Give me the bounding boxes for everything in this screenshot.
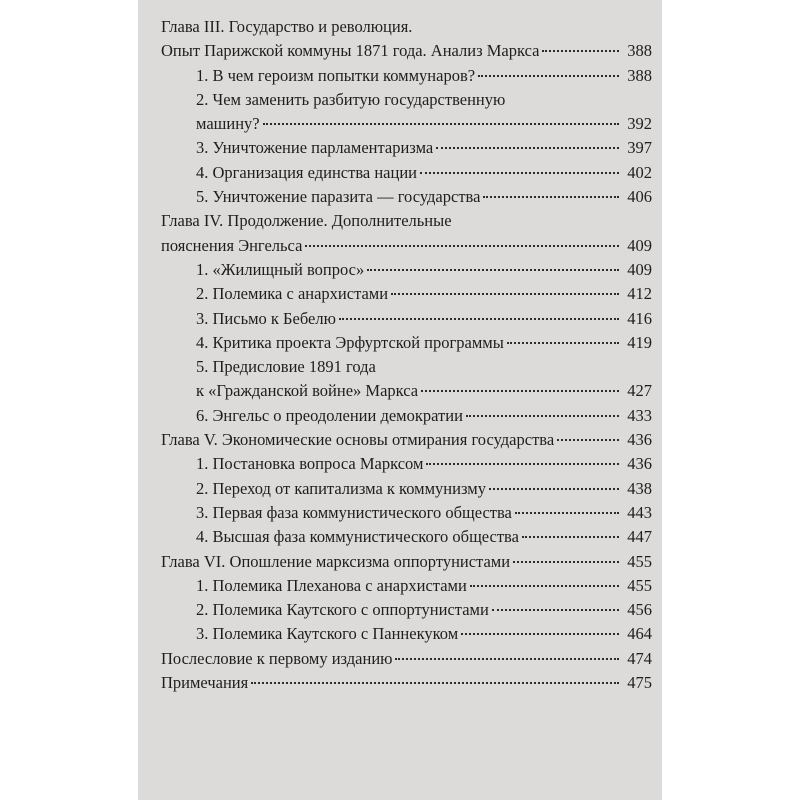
toc-line: [196, 331, 652, 355]
toc-entry-title: пояснения Энгельса: [161, 235, 303, 255]
toc-section-entry: [161, 64, 652, 88]
toc-chapter-entry: [161, 647, 652, 671]
toc-entry-title: Послесловие к первому изданию: [161, 648, 393, 668]
toc-section-entry: [161, 574, 652, 598]
toc-page-number: 443: [627, 502, 652, 522]
toc-section-entry: [161, 598, 652, 622]
toc-entry-title: 4. Критика проекта Эрфуртской программы: [196, 332, 504, 352]
toc-entry-title: 3. Письмо к Бебелю: [196, 308, 336, 328]
toc-chapter-entry: [161, 671, 652, 695]
toc-chapter-entry: [161, 209, 652, 258]
toc-page-number: 416: [627, 308, 652, 328]
dot-leader: [466, 415, 619, 417]
toc-page-number: 392: [627, 114, 652, 134]
toc-entry-title: 5. Предисловие 1891 года: [196, 357, 376, 377]
toc-page-number: 409: [627, 235, 652, 255]
toc-page-number: 475: [627, 673, 652, 693]
toc-line: [196, 477, 652, 501]
toc-page-number: 388: [627, 65, 652, 85]
toc-chapter-entry: [161, 15, 652, 39]
toc-entry-title: 4. Высшая фаза коммунистического общества: [196, 527, 519, 547]
toc-entry-title: Примечания: [161, 673, 249, 693]
toc-line: [196, 501, 652, 525]
table-of-contents: [161, 15, 652, 695]
toc-chapter-entry: [161, 39, 652, 63]
toc-entry-title: 2. Переход от капитализма к коммунизму: [196, 478, 486, 498]
toc-line: [161, 550, 652, 574]
toc-line: [196, 64, 652, 88]
toc-entry-title: 4. Организация единства нации: [196, 162, 417, 182]
toc-section-entry: [161, 622, 652, 646]
toc-line: [161, 428, 652, 452]
toc-entry-title: 5. Уничтожение паразита — государства: [196, 187, 481, 207]
toc-line: [161, 671, 652, 695]
toc-page-number: 438: [627, 478, 652, 498]
toc-line: [196, 282, 652, 306]
toc-line: [196, 598, 652, 622]
toc-line: [196, 452, 652, 476]
toc-page-number: 402: [627, 162, 652, 182]
toc-section-entry: [161, 136, 652, 160]
toc-chapter-entry: [161, 428, 652, 452]
toc-line: [196, 404, 652, 428]
toc-entry-title: машину?: [196, 114, 260, 134]
toc-section-entry: [161, 185, 652, 209]
dot-leader: [557, 439, 619, 441]
dot-leader: [339, 318, 619, 320]
toc-page-number: 455: [627, 575, 652, 595]
toc-line: [196, 88, 652, 112]
toc-line: [161, 647, 652, 671]
toc-section-entry: [161, 331, 652, 355]
dot-leader: [470, 585, 619, 587]
toc-page-number: 436: [627, 430, 652, 450]
toc-line: [161, 15, 652, 39]
toc-entry-title: 6. Энгельс о преодолении демократии: [196, 405, 463, 425]
toc-entry-title: Глава IV. Продолжение. Дополнительные: [161, 211, 452, 231]
dot-leader: [542, 50, 619, 52]
toc-entry-title: Опыт Парижской коммуны 1871 года. Анализ Маркса: [161, 41, 540, 61]
dot-leader: [367, 269, 619, 271]
toc-entry-title: 3. Уничтожение парламентаризма: [196, 138, 434, 158]
toc-entry-title: Глава VI. Опошление марксизма оппортунистами: [161, 551, 511, 571]
toc-page-number: 427: [627, 381, 652, 401]
toc-line: [196, 136, 652, 160]
toc-section-entry: [161, 161, 652, 185]
toc-section-entry: [161, 477, 652, 501]
toc-entry-title: 1. В чем героизм попытки коммунаров?: [196, 65, 476, 85]
toc-page-number: 388: [627, 41, 652, 61]
dot-leader: [391, 293, 619, 295]
toc-section-entry: [161, 452, 652, 476]
toc-section-entry: [161, 258, 652, 282]
toc-entry-title: к «Гражданской войне» Маркса: [196, 381, 419, 401]
toc-section-entry: [161, 404, 652, 428]
dot-leader: [421, 390, 619, 392]
toc-section-entry: [161, 307, 652, 331]
toc-entry-title: Глава V. Экономические основы отмирания государства: [161, 430, 555, 450]
dot-leader: [305, 245, 619, 247]
toc-entry-title: Глава III. Государство и революция.: [161, 17, 413, 36]
toc-line: [196, 258, 652, 282]
toc-line: [196, 307, 652, 331]
toc-page-number: 455: [627, 551, 652, 571]
toc-line: [196, 112, 652, 136]
toc-page-number: 447: [627, 527, 652, 547]
toc-entry-title: 1. Постановка вопроса Марксом: [196, 454, 424, 474]
dot-leader: [515, 512, 619, 514]
toc-entry-title: 3. Полемика Каутского с Паннекуком: [196, 624, 459, 644]
dot-leader: [395, 658, 619, 660]
toc-page-number: 419: [627, 332, 652, 352]
toc-section-entry: [161, 88, 652, 137]
dot-leader: [436, 147, 619, 149]
toc-line: [196, 379, 652, 403]
dot-leader: [492, 609, 619, 611]
toc-page-number: 456: [627, 600, 652, 620]
dot-leader: [420, 172, 619, 174]
dot-leader: [263, 123, 619, 125]
dot-leader: [426, 463, 619, 465]
toc-entry-title: 1. Полемика Плеханова с анархистами: [196, 575, 467, 595]
toc-entry-title: 3. Первая фаза коммунистического общества: [196, 502, 512, 522]
toc-line: [196, 525, 652, 549]
toc-page-number: 397: [627, 138, 652, 158]
dot-leader: [507, 342, 619, 344]
toc-line: [196, 161, 652, 185]
toc-line: [196, 622, 652, 646]
toc-section-entry: [161, 282, 652, 306]
toc-page-number: 433: [627, 405, 652, 425]
toc-page-number: 409: [627, 259, 652, 279]
dot-leader: [478, 75, 619, 77]
dot-leader: [461, 633, 619, 635]
toc-line: [161, 39, 652, 63]
toc-page-number: 474: [627, 648, 652, 668]
toc-page-number: 412: [627, 284, 652, 304]
toc-section-entry: [161, 355, 652, 404]
dot-leader: [251, 682, 619, 684]
toc-page-number: 436: [627, 454, 652, 474]
dot-leader: [513, 561, 619, 563]
toc-entry-title: 1. «Жилищный вопрос»: [196, 259, 365, 279]
dot-leader: [483, 196, 619, 198]
dot-leader: [489, 488, 619, 490]
toc-page-number: 406: [627, 187, 652, 207]
toc-line: [196, 185, 652, 209]
dot-leader: [522, 536, 619, 538]
toc-section-entry: [161, 501, 652, 525]
toc-line: [196, 355, 652, 379]
toc-line: [196, 574, 652, 598]
toc-line: [161, 234, 652, 258]
toc-line: [161, 209, 652, 233]
toc-entry-title: 2. Чем заменить разбитую государственную: [196, 89, 506, 109]
toc-section-entry: [161, 525, 652, 549]
toc-entry-title: 2. Полемика Каутского с оппортунистами: [196, 600, 489, 620]
toc-chapter-entry: [161, 550, 652, 574]
toc-entry-title: 2. Полемика с анархистами: [196, 284, 389, 304]
toc-page-number: 464: [627, 624, 652, 644]
